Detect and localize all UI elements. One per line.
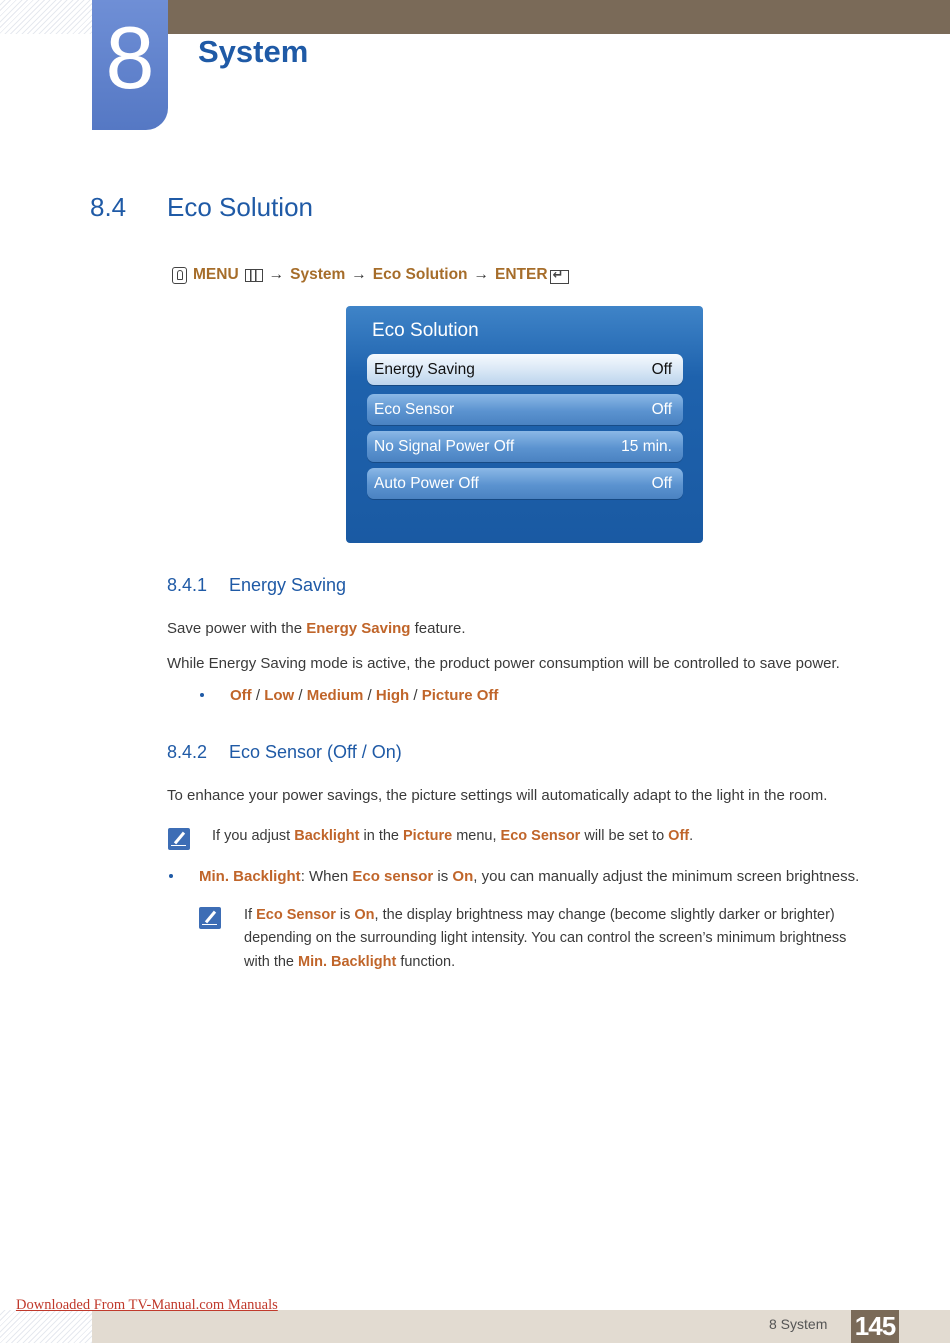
subsection-number: 8.4.2 — [167, 742, 208, 762]
menu-path-system: System — [290, 266, 346, 283]
text-run: in the — [359, 828, 404, 844]
text-run: function. — [396, 954, 456, 970]
subsection-number: 8.4.1 — [167, 575, 208, 595]
option-low: Low — [264, 687, 295, 704]
text-run: feature. — [410, 620, 466, 637]
eco-sensor-paragraph: To enhance your power savings, the picture settings will automatically adapt to the light in the room. — [167, 787, 828, 804]
osd-row-value: Off — [651, 400, 672, 418]
eco-sensor-note-1 — [212, 828, 693, 844]
footer-hatch-pattern — [0, 1310, 92, 1343]
menu-path-arrow: → — [473, 266, 490, 283]
menu-button-icon — [245, 269, 263, 282]
bullet-dot — [169, 874, 173, 878]
highlight-text: Min. Backlight — [199, 868, 301, 885]
osd-row-label: Auto Power Off — [374, 474, 479, 492]
bullet-dot — [200, 693, 204, 697]
text-run: : When — [300, 868, 353, 885]
menu-path-enter: ENTER — [495, 266, 548, 283]
text-run: menu, — [452, 828, 501, 844]
energy-saving-paragraph-2: While Energy Saving mode is active, the product power consumption will be controlled to save power. — [167, 655, 840, 672]
enter-button-icon — [550, 270, 569, 284]
header-bar — [168, 0, 950, 34]
footer-chapter-label: 8 System — [769, 1316, 828, 1332]
highlight-text: Picture — [403, 828, 453, 844]
osd-row-label: Energy Saving — [374, 360, 475, 378]
osd-row-label: No Signal Power Off — [374, 437, 515, 455]
download-link[interactable]: Downloaded From TV-Manual.com Manuals — [16, 1297, 278, 1313]
osd-row-energy-saving[interactable] — [367, 354, 683, 385]
note-pencil-icon — [168, 828, 190, 850]
highlight-text: Eco Sensor — [256, 907, 336, 923]
eco-sensor-note-2-line-2: depending on the surrounding light intensity. You can control the screen’s minimum brightness — [244, 930, 847, 946]
section-title: Eco Solution — [167, 192, 313, 222]
highlight-text: On — [354, 907, 375, 923]
option-off: Off — [230, 687, 252, 704]
menu-path-menu: MENU — [193, 266, 239, 283]
highlight-text: Eco Sensor — [500, 828, 581, 844]
text-run: , you can manually adjust the minimum screen brightness. — [473, 868, 860, 885]
text-run: If you adjust — [212, 828, 295, 844]
osd-row-eco-sensor[interactable] — [367, 394, 683, 425]
osd-row-no-signal-power-off[interactable] — [367, 431, 683, 462]
option-picture-off: Picture Off — [421, 687, 499, 704]
energy-saving-paragraph-1 — [167, 620, 466, 637]
chapter-title: System — [198, 34, 309, 69]
osd-row-auto-power-off[interactable] — [367, 468, 683, 499]
separator: / — [363, 687, 376, 704]
energy-saving-options — [230, 687, 498, 704]
note-pencil-icon — [199, 907, 221, 929]
eco-sensor-note-2-line-1 — [244, 907, 835, 923]
text-run: with the — [244, 954, 298, 970]
separator: / — [294, 687, 307, 704]
remote-hand-icon — [172, 267, 187, 284]
eco-sensor-note-2-line-3 — [244, 954, 455, 970]
header-hatch-pattern — [0, 0, 92, 34]
subsection-title: Eco Sensor (Off / On) — [229, 742, 402, 762]
chapter-number: 8 — [105, 8, 155, 107]
menu-path-arrow: → — [268, 266, 285, 283]
text-run: , the display brightness may change (become slightly darker or brighter) — [374, 907, 835, 923]
menu-path-arrow: → — [351, 266, 367, 283]
osd-title: Eco Solution — [372, 320, 479, 341]
page-number: 145 — [851, 1310, 899, 1343]
subsection-title: Energy Saving — [229, 575, 347, 595]
osd-row-value: Off — [651, 360, 672, 378]
option-medium: Medium — [306, 687, 364, 704]
option-high: High — [375, 687, 410, 704]
menu-path — [172, 266, 569, 284]
text-run: If — [244, 907, 257, 923]
highlight-text: Energy Saving — [306, 620, 411, 637]
osd-row-label: Eco Sensor — [374, 400, 455, 418]
text-run: Save power with the — [167, 620, 307, 637]
osd-row-value: Off — [651, 474, 672, 492]
min-backlight-bullet — [199, 868, 859, 885]
osd-row-value: 15 min. — [621, 437, 672, 455]
text-run: will be set to — [580, 828, 669, 844]
highlight-text: Eco sensor — [352, 868, 434, 885]
text-run: . — [689, 828, 694, 844]
text-run: is — [335, 907, 355, 923]
highlight-text: Min. Backlight — [298, 954, 397, 970]
highlight-text: On — [452, 868, 474, 885]
separator: / — [251, 687, 265, 704]
highlight-text: Off — [668, 828, 690, 844]
section-number: 8.4 — [90, 192, 127, 222]
highlight-text: Backlight — [294, 828, 360, 844]
text-run: is — [433, 868, 453, 885]
separator: / — [409, 687, 422, 704]
menu-path-eco-solution: Eco Solution — [372, 266, 468, 283]
eco-solution-osd-panel — [346, 306, 703, 543]
